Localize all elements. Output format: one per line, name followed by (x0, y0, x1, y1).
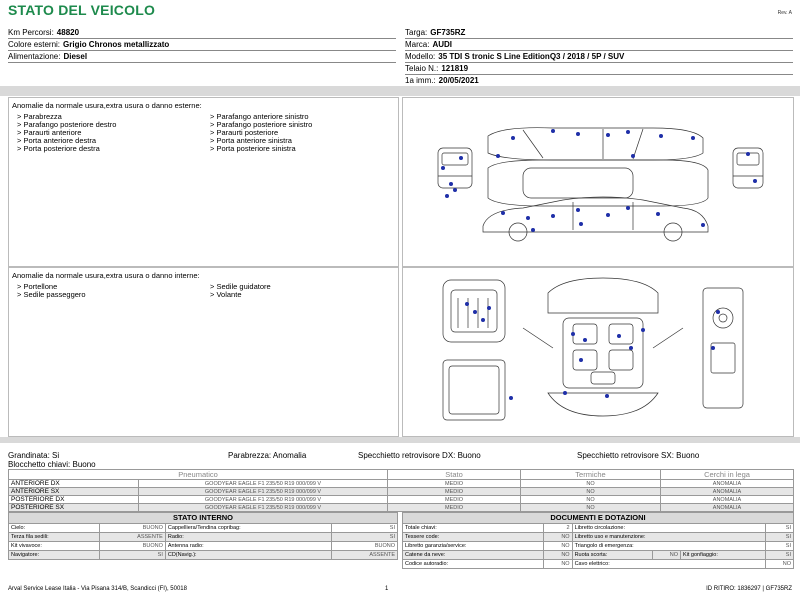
modello-label: Modello: (405, 52, 436, 61)
km-label: Km Percorsi: (8, 28, 54, 37)
list-item: > Parabrezza (17, 112, 62, 121)
list-item: > Parafango anteriore sinistro (210, 112, 309, 121)
stato-interno-title: STATO INTERNO (8, 512, 398, 524)
external-car-diagram-panel (402, 97, 794, 267)
footer-company: Arval Service Lease Italia - Via Pisana 314/B, Scandicci (FI), 50018 (8, 586, 187, 592)
list-item: > Porta anteriore destra (17, 136, 97, 145)
table-row: Navigatore: SI CD(Navig.): ASSENTE (9, 551, 398, 560)
list-item: > Parafango posteriore destro (17, 120, 117, 129)
internal-damage-panel (8, 267, 399, 437)
table-row: Terza fila sedili: ASSENTE Radio: SI (9, 533, 398, 542)
marca-label: Marca: (405, 40, 430, 49)
internal-damage-list-1 (17, 283, 86, 299)
km-row (8, 27, 396, 39)
immatricolazione-row (405, 75, 793, 86)
list-item: > Sedile guidatore (210, 282, 271, 291)
targa-row (405, 27, 793, 39)
internal-damage-title: Anomalie da normale usura,extra usura o danno interne: (12, 271, 200, 280)
revision-label: Rev. A (777, 10, 792, 16)
section-divider (0, 437, 800, 443)
list-item: > Volante (210, 290, 242, 299)
alimentazione-value: Diesel (63, 52, 88, 61)
targa-label: Targa: (405, 28, 428, 37)
external-damage-list-1 (17, 113, 116, 153)
colore-row (8, 39, 396, 51)
documenti-table (402, 523, 794, 569)
list-item: > Porta posteriore sinistra (210, 144, 296, 153)
footer-id: ID RITIRO: 1836297 | GF735RZ (706, 586, 792, 592)
telaio-row (405, 63, 793, 75)
parabrezza-text: Parabrezza: Anomalia (228, 451, 307, 460)
table-row: Codice autoradio: NO Cavo elettrico: NO (403, 560, 794, 569)
table-row: Libretto garanzia/service: NO Triangolo di emergenza: SI (403, 542, 794, 551)
modello-value: 35 TDI S tronic S Line EditionQ3 / 2018 / 5P / SUV (438, 52, 625, 61)
tyres-header-termiche: Termiche (521, 470, 661, 480)
list-item: > Parafango posteriore sinistro (210, 120, 313, 129)
table-row: Tessere code: NO Libretto uso e manutenzione: SI (403, 533, 794, 542)
list-item: > Porta anteriore sinistra (210, 136, 292, 145)
list-item: > Portellone (17, 282, 58, 291)
tyres-header-stato: Stato (388, 470, 521, 480)
blocchetto-text: Blocchetto chiavi: Buono (8, 460, 96, 469)
table-row: ANTERIORE DX GOODYEAR EAGLE F1 235/50 R19 000/099 V MEDIO NO ANOMALIA (9, 480, 794, 488)
internal-car-diagram (403, 268, 793, 436)
table-row: ANTERIORE SX GOODYEAR EAGLE F1 235/50 R19 000/099 V MEDIO NO ANOMALIA (9, 488, 794, 496)
internal-damage-list-2 (210, 283, 271, 299)
marca-value: AUDI (432, 40, 453, 49)
tyres-table (8, 469, 794, 512)
table-row: Totale chiavi: 2 Libretto circolazione: SI (403, 524, 794, 533)
list-item: > Porta posteriore destra (17, 144, 100, 153)
table-row: POSTERIORE DX GOODYEAR EAGLE F1 235/50 R19 000/099 V MEDIO NO ANOMALIA (9, 496, 794, 504)
targa-value: GF735RZ (430, 28, 466, 37)
tyres-header-pneumatico: Pneumatico (9, 470, 388, 480)
alimentazione-label: Alimentazione: (8, 52, 61, 61)
alimentazione-row (8, 51, 396, 63)
section-divider (0, 86, 800, 96)
specchietto-dx-text: Specchietto retrovisore DX: Buono (358, 451, 481, 460)
external-damage-panel (8, 97, 399, 267)
footer-page-number: 1 (385, 586, 389, 592)
list-item: > Paraurti posteriore (210, 128, 279, 137)
tyres-header-cerchi: Cerchi in lega (661, 470, 794, 480)
marca-row (405, 39, 793, 51)
external-car-diagram (403, 98, 793, 266)
modello-row (405, 51, 793, 63)
documenti-title: DOCUMENTI E DOTAZIONI (402, 512, 794, 524)
internal-car-diagram-panel (402, 267, 794, 437)
stato-interno-table (8, 523, 398, 560)
immatricolazione-label: 1a imm.: (405, 76, 436, 85)
external-damage-list-2 (210, 113, 312, 153)
telaio-value: 121819 (441, 64, 469, 73)
colore-label: Colore esterni: (8, 40, 61, 49)
list-item: > Paraurti anteriore (17, 128, 82, 137)
list-item: > Sedile passeggero (17, 290, 86, 299)
grandinata-text: Grandinata: Si (8, 451, 60, 460)
colore-value: Grigio Chronos metallizzato (63, 40, 170, 49)
telaio-label: Telaio N.: (405, 64, 439, 73)
km-value: 48820 (56, 28, 80, 37)
page-title: STATO DEL VEICOLO (8, 2, 156, 18)
immatricolazione-value: 20/05/2021 (438, 76, 479, 85)
table-row: Cielo: BUONO Cappelliera/Tendina copribag: SI (9, 524, 398, 533)
table-row: POSTERIORE SX GOODYEAR EAGLE F1 235/50 R19 000/099 V MEDIO NO ANOMALIA (9, 504, 794, 512)
specchietto-sx-text: Specchietto retrovisore SX: Buono (577, 451, 700, 460)
table-row: Kit vivavoce: BUONO Antenna radio: BUONO (9, 542, 398, 551)
external-damage-title: Anomalie da normale usura,extra usura o danno esterne: (12, 101, 202, 110)
table-row: Catene da neve: NO Ruota scorta: NO Kit gonfiaggio: SI (403, 551, 794, 560)
